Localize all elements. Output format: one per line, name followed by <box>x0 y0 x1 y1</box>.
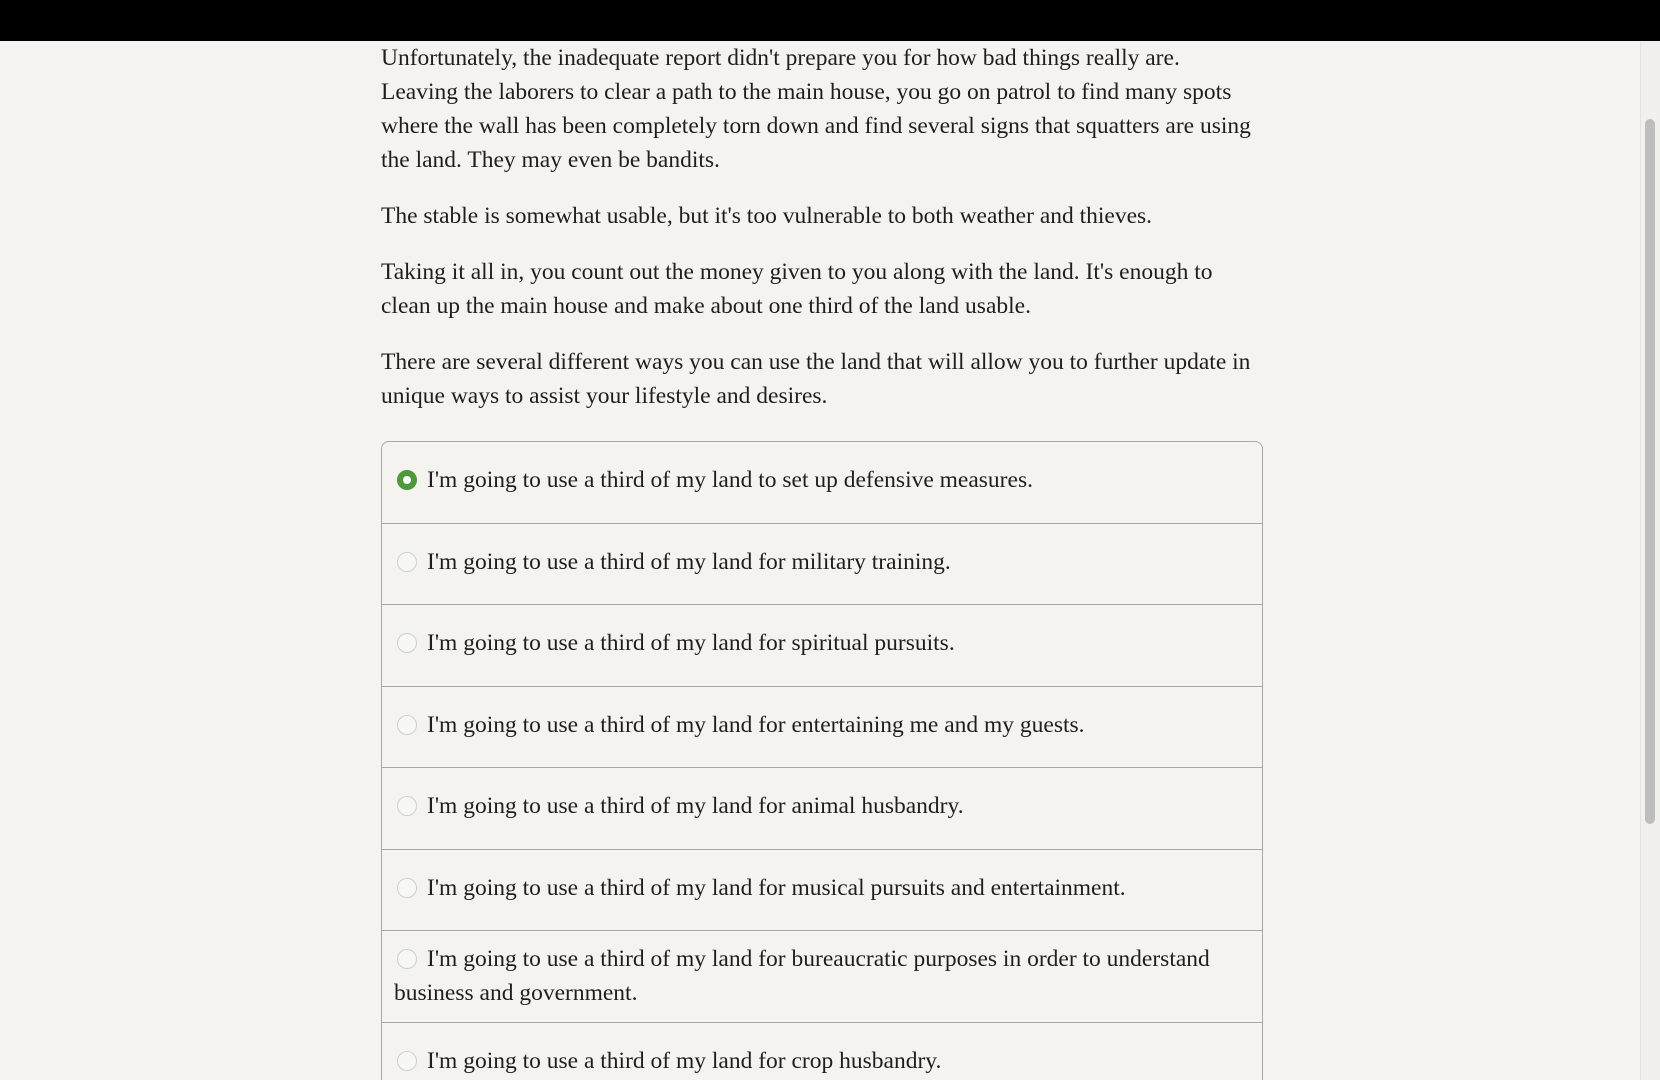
choice-option-spiritual[interactable] <box>382 605 1262 687</box>
choice-option-entertaining[interactable] <box>382 687 1262 769</box>
choice-option-musical[interactable] <box>382 850 1262 932</box>
scrollbar-track[interactable] <box>1640 41 1660 1080</box>
story-paragraph: There are several different ways you can use the land that will allow you to further update in unique ways to assist your lifestyle and desires. <box>381 349 1251 409</box>
top-bar <box>0 0 1660 41</box>
choice-option-defensive[interactable] <box>382 442 1262 524</box>
choice-label: I'm going to use a third of my land to set up defensive measures. <box>427 467 1033 493</box>
choice-label: I'm going to use a third of my land for military training. <box>427 548 951 575</box>
choice-label: I'm going to use a third of my land for bureaucratic purposes in order to understand business and government. <box>394 946 1210 1006</box>
choice-option-crop-husbandry[interactable] <box>382 1023 1262 1080</box>
story-content <box>381 41 1261 1080</box>
radio-icon[interactable] <box>397 552 417 572</box>
choice-label: I'm going to use a third of my land for entertaining me and my guests. <box>427 711 1085 738</box>
story-paragraph: Unfortunately, the inadequate report didn't prepare you for how bad things really are. Leaving the laborers to clear a path to the main house, you go on patrol to find many spots where the wall has been completely torn down and find several signs that squatters are using the land. They may even be bandits. <box>381 45 1251 173</box>
story-paragraph: The stable is somewhat usable, but it's too vulnerable to both weather and thieves. <box>381 203 1153 229</box>
radio-icon[interactable] <box>397 1051 417 1071</box>
radio-icon[interactable] <box>397 633 417 653</box>
radio-icon[interactable] <box>397 949 417 969</box>
choice-label: I'm going to use a third of my land for animal husbandry. <box>427 793 964 819</box>
choice-option-bureaucratic[interactable] <box>382 931 1262 1023</box>
choice-label: I'm going to use a third of my land for musical pursuits and entertainment. <box>427 874 1126 901</box>
choice-label: I'm going to use a third of my land for spiritual pursuits. <box>427 630 955 656</box>
choice-label: I'm going to use a third of my land for crop husbandry. <box>427 1048 942 1074</box>
choice-list <box>381 441 1263 1080</box>
story-paragraph: Taking it all in, you count out the money given to you along with the land. It's enough to clean up the main house and make about one third of the land usable. <box>381 259 1213 319</box>
radio-icon[interactable] <box>397 796 417 816</box>
choice-option-military[interactable] <box>382 524 1262 606</box>
radio-icon[interactable] <box>397 878 417 898</box>
radio-icon[interactable] <box>397 715 417 735</box>
choice-option-animal-husbandry[interactable] <box>382 768 1262 850</box>
scrollbar-thumb[interactable] <box>1645 119 1655 824</box>
radio-selected-icon[interactable] <box>397 470 417 490</box>
